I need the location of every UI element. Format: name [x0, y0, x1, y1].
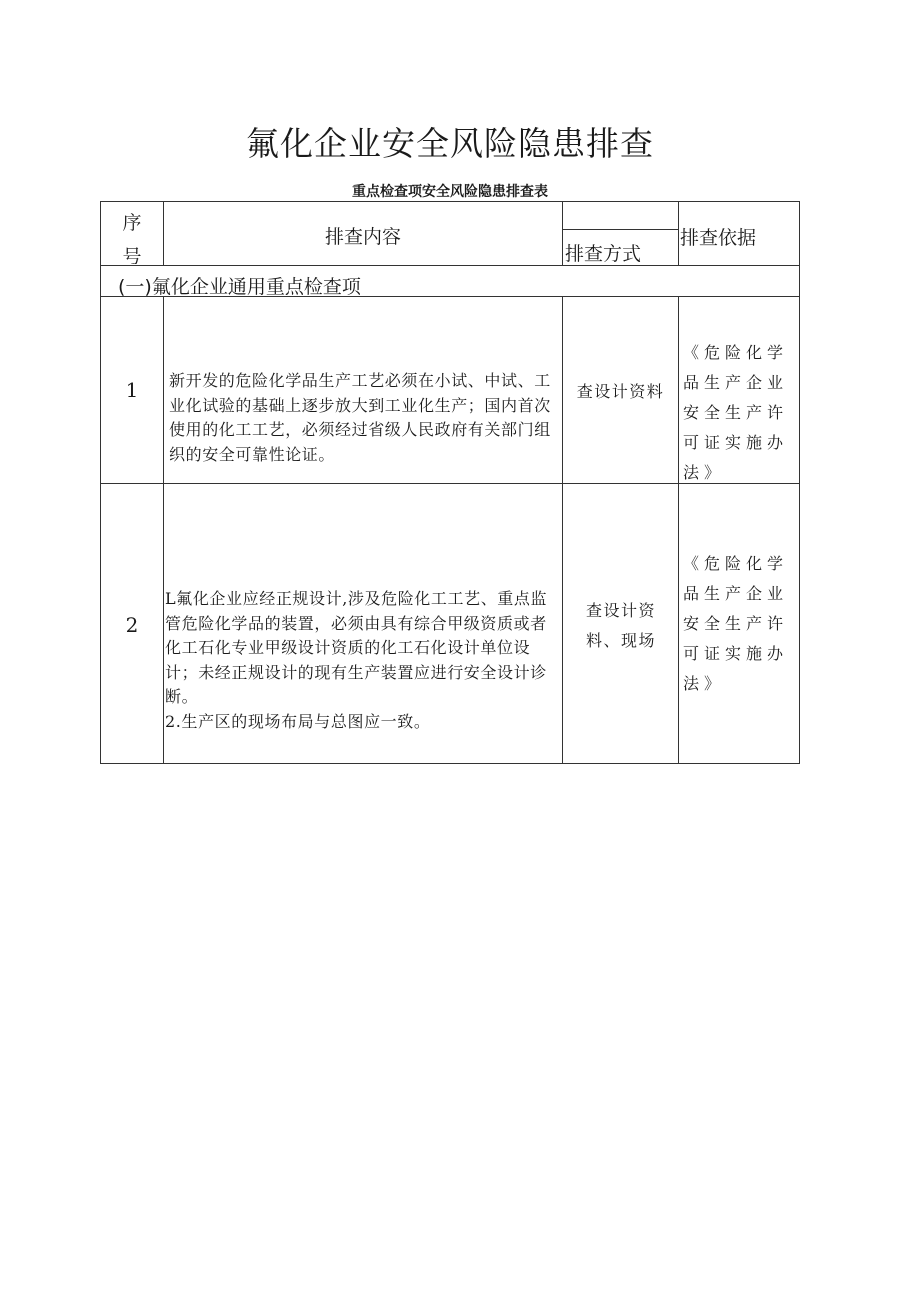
header-method: 排查方式 [565, 243, 642, 265]
section-title: (一)氟化企业通用重点检查项 [118, 276, 361, 298]
row-1-content: 新开发的危险化学品生产工艺必须在小试、中试、工业化试验的基础上逐步放大到工业化生产；国内首次使用的化工工艺，必须经过省级人民政府有关部门组织的安全可靠性论证。 [169, 371, 551, 464]
row-2-content [165, 587, 561, 734]
header-content: 排查内容 [324, 226, 401, 248]
row-2-number: 2 [125, 613, 139, 637]
row-2-content-item-2: 2.生产区的现场布局与总图应一致。 [165, 711, 431, 731]
row-1-method: 查设计资料 [576, 382, 665, 401]
inspection-table [100, 201, 800, 764]
header-inner-rule [563, 229, 678, 230]
row-2-content-item-1: L氟化企业应经正规设计,涉及危险化工工艺、重点监管危险化学品的装置，必须由具有综合甲级资质或者化工石化专业甲级设计资质的化工石化设计单位设计；未经正规设计的现有生产装置应进行安全设计诊断。 [165, 589, 548, 706]
column-divider [163, 296, 164, 764]
header-seq-line1: 序 [122, 212, 142, 234]
row-divider [101, 265, 799, 266]
header-basis: 排查依据 [680, 227, 757, 249]
row-2-method: 查设计资料、现场 [585, 601, 656, 650]
row-1-basis: 《危险化学品生产企业安全生产许可证实施办法》 [683, 343, 789, 482]
row-2-basis: 《危险化学品生产企业安全生产许可证实施办法》 [683, 554, 789, 693]
header-seq-line2: 号 [122, 246, 142, 264]
column-divider [678, 296, 679, 764]
header-seq [101, 202, 163, 265]
document-title: 氟化企业安全风险隐患排查 [246, 124, 654, 163]
table-subtitle: 重点检查项安全风险隐患排查表 [352, 184, 548, 200]
row-1-number: 1 [125, 378, 139, 402]
column-divider [562, 296, 563, 764]
